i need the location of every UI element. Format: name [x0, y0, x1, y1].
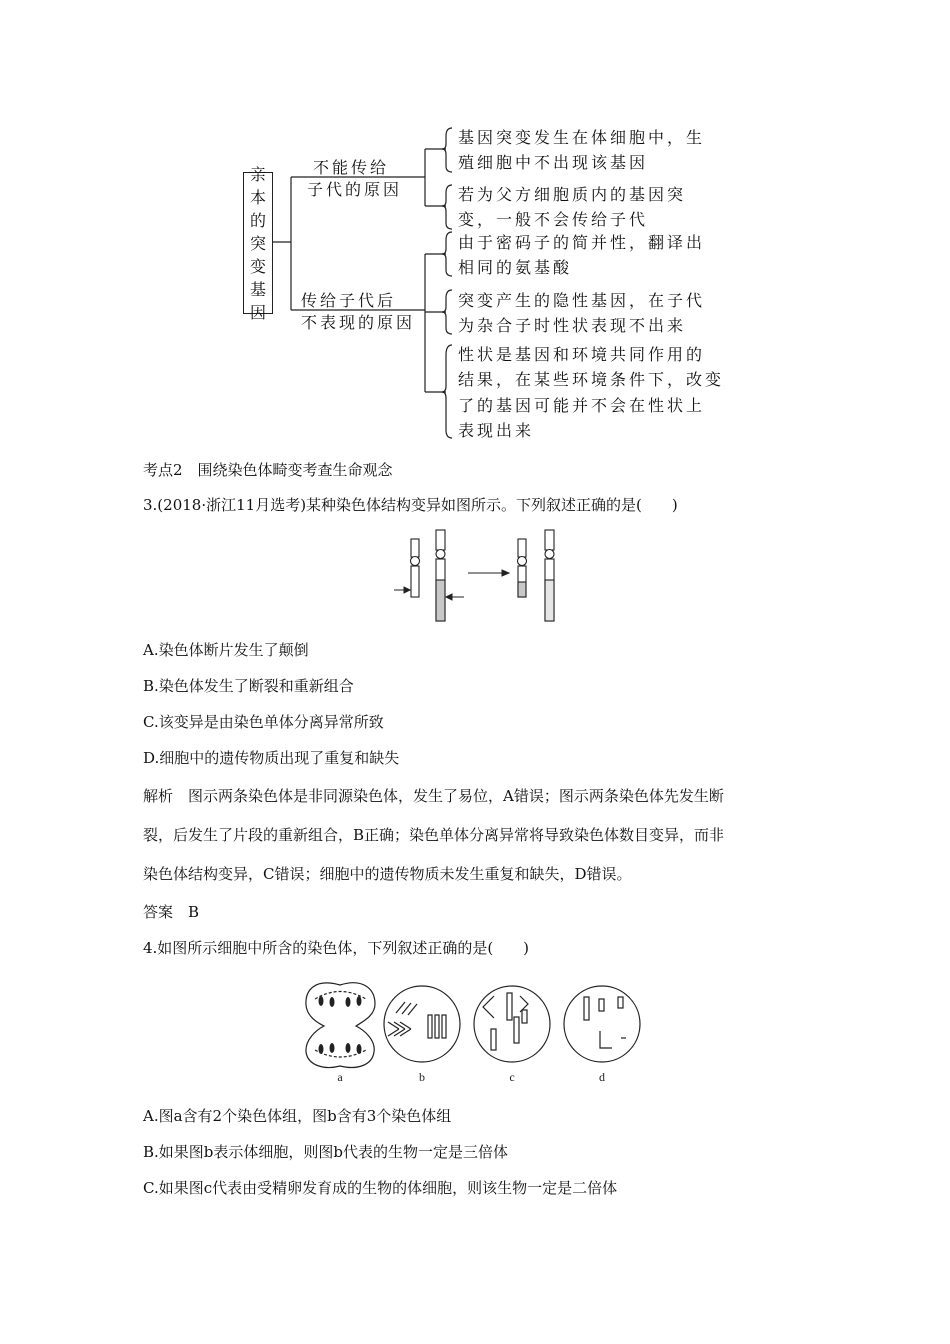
- q3-answer: 答案 B: [143, 903, 200, 921]
- section-title: 考点2 围绕染色体畸变考查生命观念: [143, 461, 393, 479]
- branch2-line2: 不表现的原因: [301, 313, 416, 332]
- leaf-1-line2: 殖细胞中不出现该基因: [458, 153, 649, 172]
- q4-option-a: A.图a含有2个染色体组，图b含有3个染色体组: [143, 1107, 452, 1125]
- cell-label-b: b: [419, 1070, 425, 1084]
- leaf-3-line2: 相同的氨基酸: [458, 258, 573, 277]
- branch1-line2: 子代的原因: [307, 180, 403, 199]
- q3-option-c: C.该变异是由染色单体分离异常所致: [143, 713, 384, 731]
- q3-analysis-line2: 裂，后发生了片段的重新组合，B正确；染色单体分离异常将导致染色体数目变异，而非: [143, 826, 725, 844]
- q3-stem: 3.(2018·浙江11月选考)某种染色体结构变异如图所示。下列叙述正确的是( ): [143, 496, 678, 514]
- q4-option-c: C.如果图c代表由受精卵发育成的生物的体细胞，则该生物一定是二倍体: [143, 1179, 618, 1197]
- cell-label-a: a: [337, 1070, 343, 1084]
- cell-label-d: d: [599, 1070, 605, 1084]
- leaf-5-line1: 性状是基因和环境共同作用的: [458, 345, 706, 364]
- leaf-5-line4: 表现出来: [458, 421, 535, 440]
- root-char: 变: [249, 256, 266, 276]
- leaf-2-line2: 变，一般不会传给子代: [458, 210, 649, 229]
- q3-analysis-line1: 解析 图示两条染色体是非同源染色体，发生了易位，A错误；图示两条染色体先发生断: [143, 787, 724, 805]
- root-char: 突: [249, 233, 266, 253]
- root-char: 本: [249, 187, 266, 207]
- q3-option-d: D.细胞中的遗传物质出现了重复和缺失: [143, 749, 400, 767]
- q4-option-b: B.如果图b表示体细胞，则图b代表的生物一定是三倍体: [143, 1143, 508, 1161]
- leaf-3-line1: 由于密码子的简并性，翻译出: [458, 233, 706, 252]
- leaf-4-line2: 为杂合子时性状表现不出来: [458, 316, 687, 335]
- root-char: 基: [249, 279, 266, 299]
- leaf-2-line1: 若为父方细胞质内的基因突: [458, 185, 687, 204]
- leaf-4-line1: 突变产生的隐性基因，在子代: [458, 291, 706, 310]
- q3-option-b: B.染色体发生了断裂和重新组合: [143, 677, 354, 695]
- q4-stem: 4.如图所示细胞中所含的染色体，下列叙述正确的是( ): [143, 939, 530, 957]
- q3-analysis-line3: 染色体结构变异，C错误；细胞中的遗传物质未发生重复和缺失，D错误。: [143, 865, 632, 883]
- leaf-5-line3: 了的基因可能并不会在性状上: [458, 396, 706, 415]
- branch2-line1: 传给子代后: [301, 291, 397, 310]
- branch1-line1: 不能传给: [313, 158, 390, 177]
- root-char: 亲: [249, 164, 266, 184]
- leaf-1-line1: 基因突变发生在体细胞中，生: [458, 128, 706, 147]
- leaf-5-line2: 结果，在某些环境条件下，改变: [458, 370, 725, 389]
- cell-label-c: c: [509, 1070, 515, 1084]
- root-char: 的: [249, 210, 266, 230]
- q3-option-a: A.染色体断片发生了颠倒: [143, 641, 309, 659]
- root-char: 因: [249, 302, 266, 322]
